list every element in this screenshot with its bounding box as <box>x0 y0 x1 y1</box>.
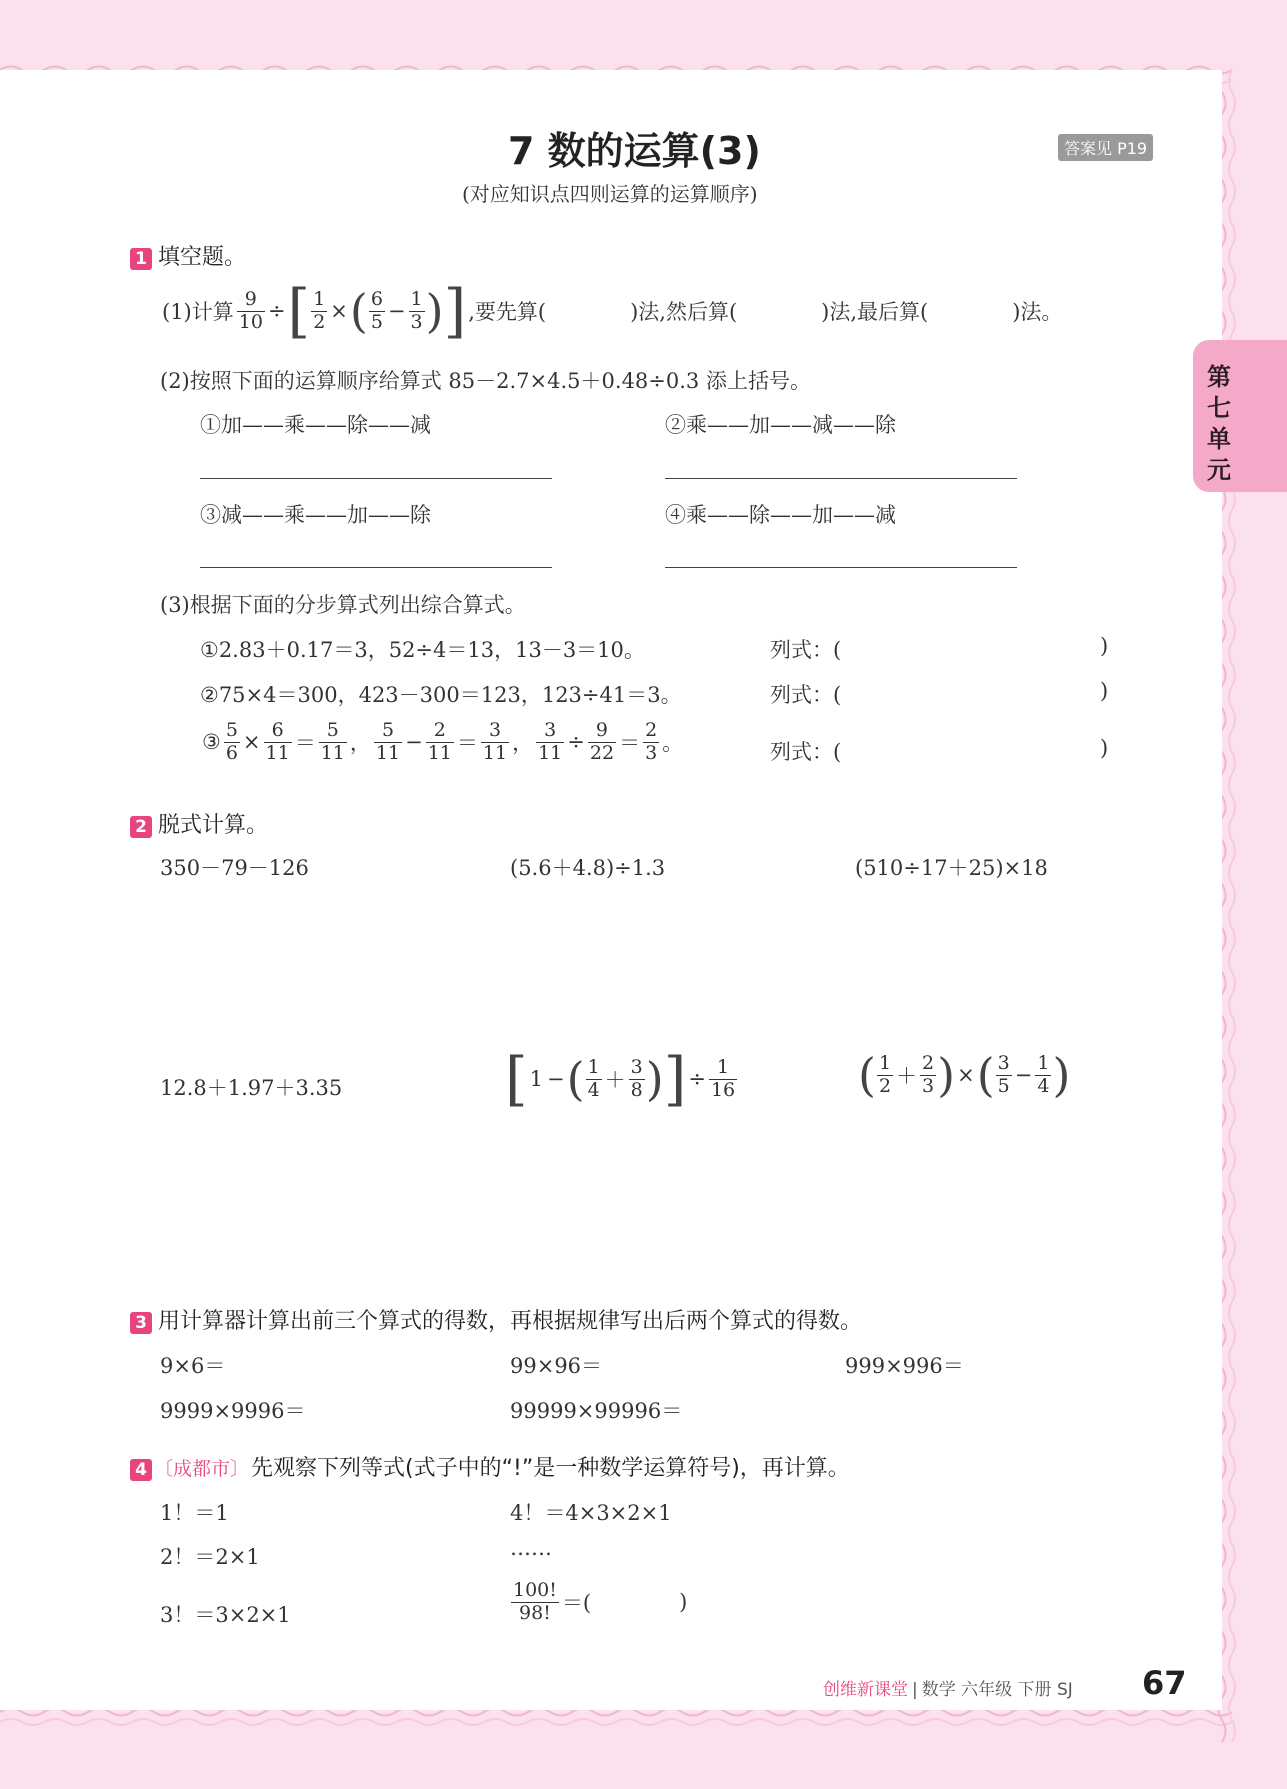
left-paren: ( <box>349 284 368 338</box>
divide-sign: ÷ <box>567 730 585 755</box>
step-equations-1: ①2.83＋0.17＝3，52÷4＝13，13－3＝10。 <box>200 638 645 662</box>
right-bracket: ] <box>663 1045 687 1113</box>
problem-2-4: 12.8＋1.97＋3.35 <box>160 1076 343 1100</box>
fraction: $\frac{1}{3}$ <box>410 287 423 333</box>
close-paren: ) <box>679 1590 688 1615</box>
item-mark: ③ <box>202 730 221 755</box>
fraction: $\frac{9}{22}$ <box>589 719 615 764</box>
q1-text-3: )法,最后算( <box>821 300 929 324</box>
left-bracket: [ <box>505 1045 528 1113</box>
page-number: 67 <box>1142 1664 1187 1702</box>
footer-separator: | <box>912 1680 918 1700</box>
equals-sign: ＝ <box>619 731 641 756</box>
region-tag: 〔成都市〕 <box>154 1458 250 1480</box>
left-paren: ( <box>976 1048 995 1102</box>
answer-line-2[interactable] <box>665 478 1017 479</box>
times-sign: × <box>957 1063 975 1087</box>
problem-2-3: (510÷17＋25)×18 <box>855 856 1048 880</box>
problem-2-2: (5.6＋4.8)÷1.3 <box>510 856 666 880</box>
fraction: $\frac{2}{3}$ <box>922 1051 935 1097</box>
minus-sign: − <box>1014 1063 1033 1087</box>
answer-line-4[interactable] <box>665 567 1017 568</box>
factorial-3: 3！＝3×2×1 <box>160 1603 291 1627</box>
problem-2-5 <box>505 1045 738 1113</box>
fraction: $\frac{5}{11}$ <box>375 719 401 764</box>
equals-sign: ＝ <box>294 731 316 756</box>
footer-subject: 数学 六年级 下册 SJ <box>921 1680 1073 1700</box>
page-subtitle: (对应知识点四则运算的运算顺序) <box>462 182 758 206</box>
fraction: $\frac{3}{11}$ <box>482 719 508 764</box>
equals-paren: ＝( <box>561 1591 592 1616</box>
minus-sign: − <box>387 299 406 323</box>
right-paren: ) <box>937 1048 956 1102</box>
number: 1 <box>529 1067 544 1091</box>
divide-sign: ÷ <box>688 1067 706 1091</box>
calc-item-4: 9999×9996＝ <box>160 1399 306 1423</box>
answer-label-1: 列式：( <box>770 638 842 662</box>
left-bracket: [ <box>287 277 311 345</box>
comma: ， <box>512 731 534 756</box>
fraction: $\frac{1}{2}$ <box>878 1051 892 1097</box>
question-1-1 <box>160 277 1064 345</box>
calc-item-1: 9×6＝ <box>160 1354 226 1378</box>
section-number: 3 <box>130 1312 152 1334</box>
footer-brand: 创维新课堂 <box>823 1680 908 1700</box>
right-paren: ) <box>1052 1048 1071 1102</box>
fraction: $\frac{1}{2}$ <box>313 287 326 333</box>
answer-close-3: ) <box>1100 736 1109 760</box>
calc-item-3: 999×996＝ <box>845 1354 964 1378</box>
fraction: $\frac{5}{11}$ <box>320 719 345 764</box>
plus-sign: ＋ <box>604 1068 626 1092</box>
left-paren: ( <box>858 1048 876 1102</box>
answer-label-2: 列式：( <box>770 683 842 707</box>
right-bracket: ] <box>443 277 467 345</box>
times-sign: × <box>242 730 261 755</box>
section-title: 填空题。 <box>158 245 247 270</box>
answer-reference-badge: 答案见 P19 <box>1058 134 1153 161</box>
fraction: $\frac{2}{3}$ <box>645 719 658 764</box>
equals-sign: ＝ <box>456 731 478 756</box>
unit-tab-label: 第七单元 <box>1207 363 1231 484</box>
section-1-heading <box>130 240 246 271</box>
fraction: $\frac{1}{4}$ <box>587 1055 600 1101</box>
order-2: ②乘——加——减——除 <box>665 413 896 437</box>
problem-2-1: 350－79－126 <box>160 856 309 880</box>
q1-text-2: )法,然后算( <box>630 300 738 324</box>
comma: ， <box>349 731 371 756</box>
fraction: $\frac{3}{8}$ <box>630 1055 643 1101</box>
fraction: $\frac{6}{11}$ <box>265 719 290 764</box>
section-title: 脱式计算。 <box>158 813 269 838</box>
calc-item-2: 99×96＝ <box>510 1354 603 1378</box>
left-paren: ( <box>566 1052 585 1106</box>
order-1: ①加——乘——除——减 <box>200 413 431 437</box>
problem-2-6 <box>858 1048 1071 1102</box>
factorial-fraction-question <box>510 1580 689 1625</box>
question-1-3: (3)根据下面的分步算式列出综合算式。 <box>160 593 526 617</box>
right-paren: ) <box>425 284 444 338</box>
question-1-2: (2)按照下面的运算顺序给算式 85－2.7×4.5＋0.48÷0.3 添上括号。 <box>160 369 811 393</box>
divide-sign: ÷ <box>267 299 286 323</box>
section-2-heading <box>130 808 268 839</box>
step-equations-3 <box>200 720 685 765</box>
order-4: ④乘——除——加——减 <box>665 503 896 527</box>
calc-item-5: 99999×99996＝ <box>510 1399 683 1423</box>
fraction: $\frac{6}{5}$ <box>370 287 383 333</box>
answer-line-3[interactable] <box>200 567 552 568</box>
answer-close-2: ) <box>1100 679 1109 703</box>
fraction: $\frac{100!}{98!}$ <box>513 1579 557 1624</box>
q1-prefix: (1)计算 <box>162 300 234 324</box>
section-title: 用计算器计算出前三个算式的得数，再根据规律写出后两个算式的得数。 <box>158 1309 863 1334</box>
ellipsis: …… <box>510 1536 552 1560</box>
footer-info <box>823 1675 1073 1700</box>
factorial-2: 2！＝2×1 <box>160 1545 260 1569</box>
section-4-heading <box>130 1451 850 1482</box>
answer-close-1: ) <box>1100 634 1109 658</box>
section-3-heading <box>130 1304 862 1335</box>
order-3: ③减——乘——加——除 <box>200 503 431 527</box>
section-number: 4 <box>130 1459 152 1481</box>
step-equations-2: ②75×4＝300，423－300＝123，123÷41＝3。 <box>200 683 682 707</box>
factorial-1: 1！＝1 <box>160 1501 229 1525</box>
fraction: $\frac{1}{16}$ <box>710 1055 736 1101</box>
right-paren: ) <box>645 1052 664 1106</box>
fraction: $\frac{3}{5}$ <box>997 1051 1010 1097</box>
factorial-4: 4！＝4×3×2×1 <box>510 1501 672 1525</box>
minus-sign: − <box>547 1067 565 1091</box>
fraction: $\frac{9}{10}$ <box>238 287 263 333</box>
fraction: $\frac{2}{11}$ <box>427 719 452 764</box>
fraction: $\frac{3}{11}$ <box>538 719 563 764</box>
answer-line-1[interactable] <box>200 478 552 479</box>
page-title: 7 数的运算(3) <box>508 129 761 173</box>
times-sign: × <box>330 299 348 323</box>
fraction: $\frac{5}{6}$ <box>225 719 238 764</box>
fraction: $\frac{1}{4}$ <box>1037 1051 1050 1097</box>
section-number: 1 <box>130 248 152 270</box>
section-title: 先观察下列等式(式子中的“!”是一种数学运算符号)，再计算。 <box>251 1456 850 1481</box>
plus-sign: ＋ <box>896 1064 918 1088</box>
q1-text-4: )法。 <box>1012 300 1063 324</box>
answer-label-3: 列式：( <box>770 740 842 764</box>
section-number: 2 <box>130 816 152 838</box>
q1-text-1: ,要先算( <box>468 300 547 324</box>
minus-sign: − <box>405 730 423 755</box>
period: 。 <box>662 731 684 756</box>
